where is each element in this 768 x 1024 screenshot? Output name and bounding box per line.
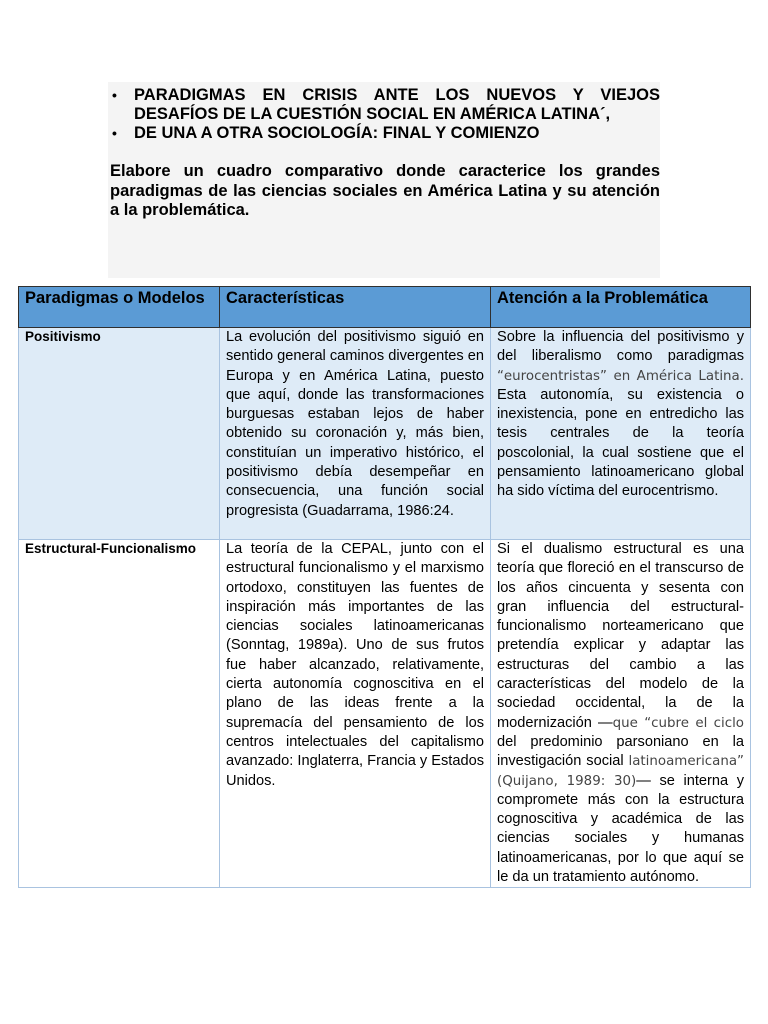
paradigm-name-cell: Positivismo [19, 328, 220, 540]
attention-quote: “eurocentristas” en América Latina. [497, 368, 744, 384]
comparison-table [18, 286, 751, 888]
assignment-header [108, 82, 660, 278]
attention-cell [491, 328, 751, 540]
table-row-positivismo [19, 328, 751, 540]
title-bullet-2 [108, 124, 660, 143]
attention-text-part: del predominio parsoniano en la investigación social [497, 733, 744, 770]
bullet-icon: • [112, 87, 117, 103]
characteristics-cell: La teoría de la CEPAL, junto con el estructural funcionalismo y el marxismo ortodoxo, constituyen las fuentes de inspiración más importantes de las ciencias sociales latinoamericanas (Sonntag, 1989a). Uno de sus frutos fue haber alcanzado, relativamente, cierta autonomía cognoscitiva en el plano de las ideas frente a la supremacía del pensamiento de los centros intelectuales del capitalismo avanzado: Inglaterra, Francia y Estados Unidos. [220, 540, 491, 888]
attention-citation: latinoamericana” (Quijano, 1989: 30) [497, 754, 744, 789]
paradigm-name-cell: Estructural-Funcionalismo [19, 540, 220, 888]
title-bullet-1 [108, 86, 660, 124]
column-header-paradigms: Paradigmas o Modelos [19, 287, 220, 328]
table-row-estructural-funcionalismo [19, 540, 751, 888]
assignment-instruction: Elabore un cuadro comparativo donde caracterice los grandes paradigmas de las ciencias sociales en América Latina y su atención a la problemática. [110, 162, 660, 219]
attention-text-part: — se interna y compromete más con la estructura cognoscitiva y académica de las ciencias sociales y humanas latinoamericanas, por lo que aquí se le da un tratamiento autónomo. [497, 772, 744, 886]
title-bullet-1-text: PARADIGMAS EN CRISIS ANTE LOS NUEVOS Y VIEJOS DESAFÍOS DE LA CUESTIÓN SOCIAL EN AMÉRICA LATINA´, [134, 86, 660, 123]
attention-text-part: Esta autonomía, su existencia o inexistencia, pone en entredicho las tesis centrales de la teoría poscolonial, la cual sostiene que el pensamiento latinoamericano global ha sido víctima del eurocentrismo. [497, 386, 744, 500]
attention-text-part: Sobre la influencia del positivismo y del liberalismo como paradigmas [497, 329, 744, 365]
attention-quote: que “cubre el ciclo [612, 715, 744, 731]
bullet-icon: • [112, 125, 117, 141]
title-bullet-2-text: DE UNA A OTRA SOCIOLOGÍA: FINAL Y COMIENZO [134, 124, 540, 142]
attention-cell [491, 540, 751, 888]
table-header-row [19, 287, 751, 328]
attention-text-part: Si el dualismo estructural es una teoría que floreció en el transcurso de los años cincuenta y sesenta con gran influencia del estructural-funcionalismo norteamericano que pretendía explicar y adaptar las estructuras del cambio a las características del modelo de la sociedad occidental, la de la modernización — [497, 541, 744, 731]
title-bullet-list [108, 86, 660, 143]
column-header-attention: Atención a la Problemática [491, 287, 751, 328]
column-header-characteristics: Características [220, 287, 491, 328]
characteristics-cell: La evolución del positivismo siguió en sentido general caminos divergentes en Europa y en América Latina, puesto que aquí, donde las transformaciones burguesas estaban lejos de haber obtenido su coronación y, más bien, constituían un imperativo histórico, el positivismo debía desempeñar en consecuencia, una función social progresista (Guadarrama, 1986:24. [220, 328, 491, 540]
